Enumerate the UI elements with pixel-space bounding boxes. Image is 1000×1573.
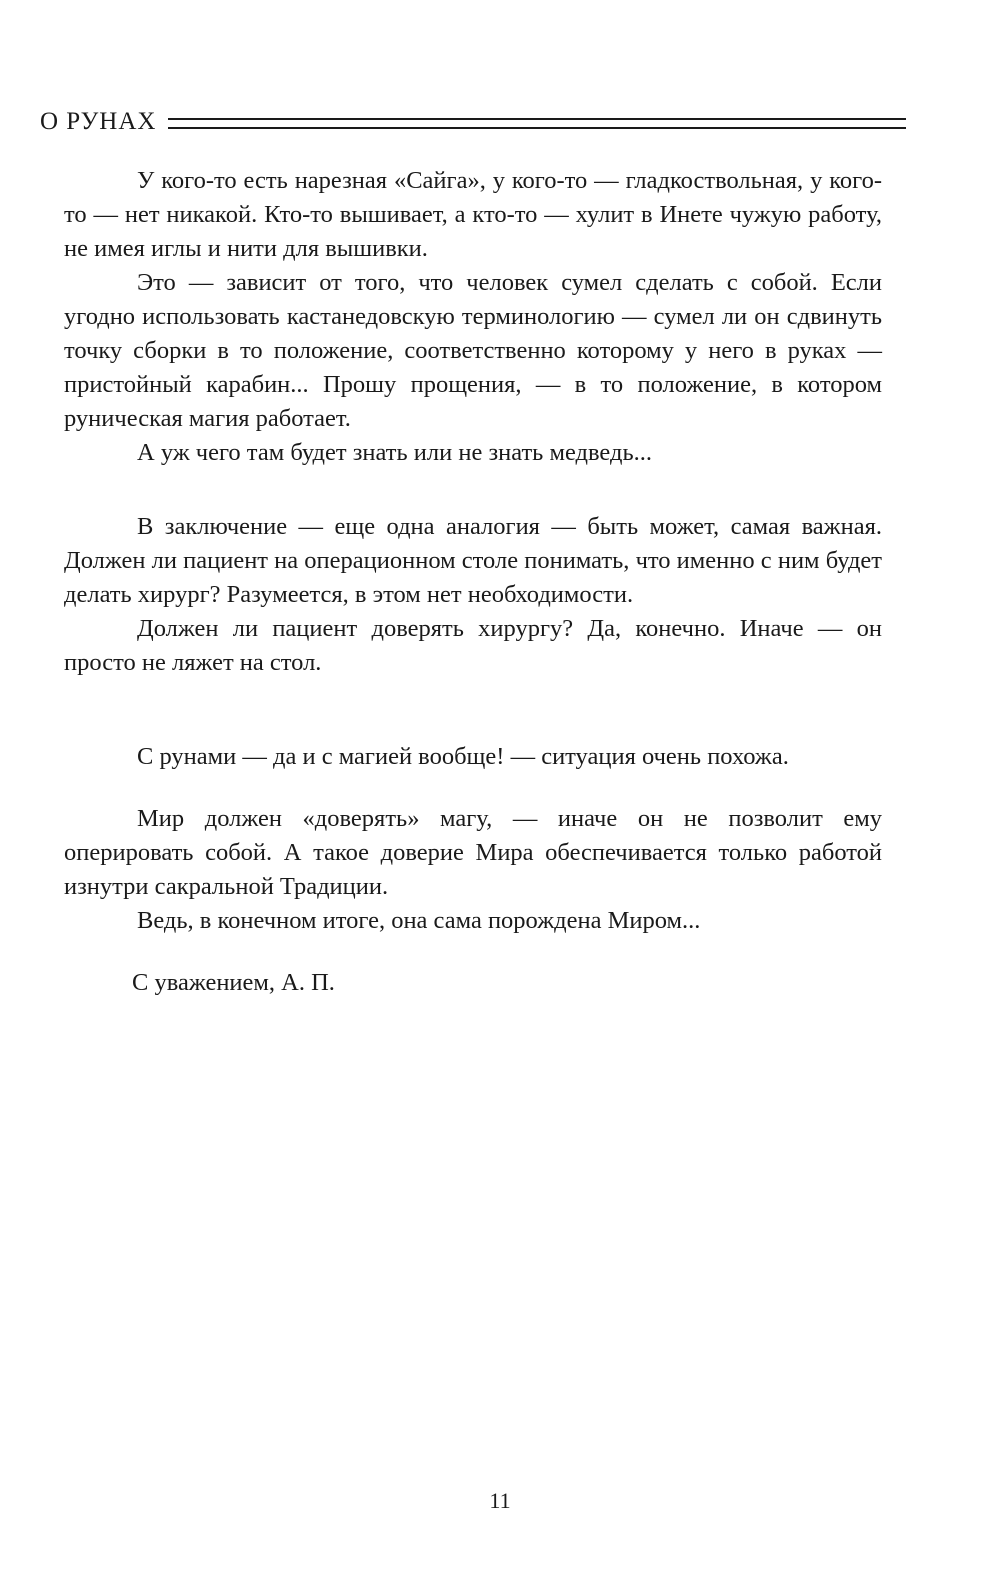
paragraph: Ведь, в конечном итоге, она сама порождена Миром... [137,907,701,934]
section-break [64,470,882,510]
paragraph: А уж чего там будет знать или не знать медведь... [137,439,652,466]
signature: С уважением, А. П. [132,969,335,996]
section-break [64,774,882,802]
running-header [40,104,906,140]
section-break [64,938,882,966]
body-text [64,164,882,1000]
running-title: О РУНАХ [40,108,157,135]
paragraph: Должен ли пациент доверять хирургу? Да, конечно. Иначе — он просто не ляжет на стол. [64,615,882,676]
paragraph: Это — зависит от того, что человек сумел сделать с собой. Если угодно использовать кастанедовскую терминологию — сумел ли он сдвинуть точку сборки в то положение, соответственно которому у него в руках — пристойный карабин... Прошу прощения, — в то положение, в котором руническая магия работает. [64,269,882,432]
paragraph: В заключение — еще одна аналогия — быть может, самая важная. Должен ли пациент на операционном столе понимать, что именно с ним будет делать хирург? Разумеется, в этом нет необходимости. [64,513,882,608]
paragraph: У кого-то есть нарезная «Сайга», у кого-то — гладкоствольная, у кого-то — нет никакой. Кто-то вышивает, а кто-то — хулит в Инете чужую работу, не имея иглы и нити для вышивки. [64,167,882,262]
paragraph: Мир должен «доверять» магу, — иначе он не позволит ему оперировать собой. А такое доверие Мира обеспечивается только работой изнутри сакральной Традиции. [64,805,882,900]
header-double-rule [168,118,906,129]
section-break [64,720,882,740]
section-break [64,680,882,720]
page-number: 11 [489,1488,511,1513]
paragraph: С рунами — да и с магией вообще! — ситуация очень похожа. [137,743,789,770]
